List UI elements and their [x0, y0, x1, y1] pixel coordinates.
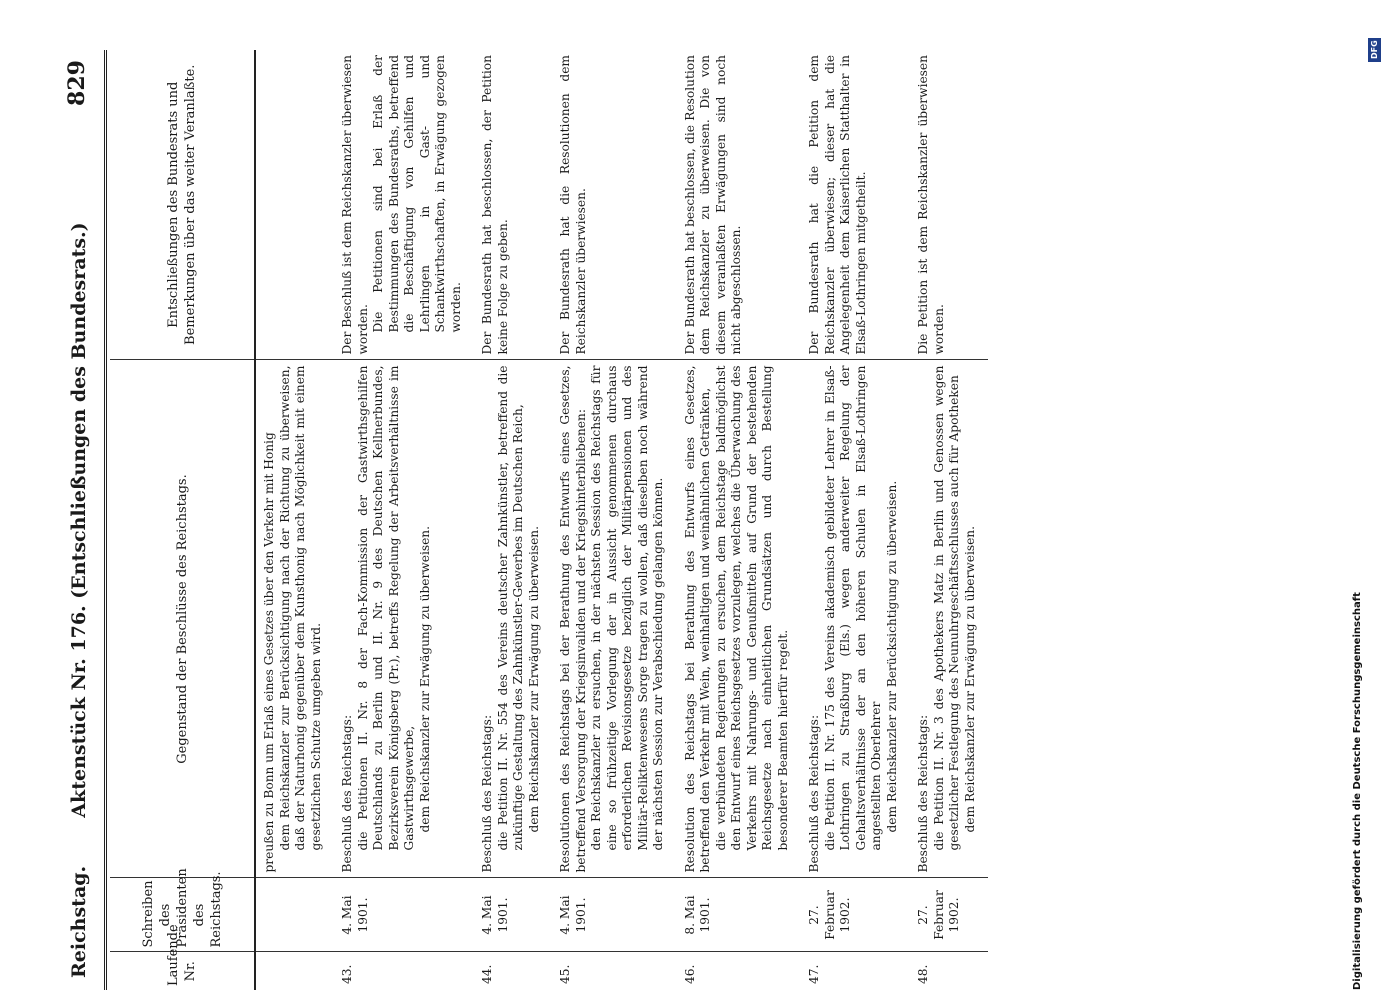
subject-paragraph: die Petition II. Nr. 175 des Vereins akademisch gebildeter Lehrer in Elsaß-Lothringen zu Straßburg (Els.) wegen anderweiter Regelung der Gehaltsverhältnisse der an den höheren Schulen in Elsaß-Lothringen angestellten Oberlehrer — [822, 365, 883, 851]
table-row — [677, 50, 802, 990]
table-body — [255, 50, 988, 990]
row-number: 46. — [682, 964, 697, 984]
row-date: 4. Mai 1901. — [474, 878, 552, 952]
row-resolution — [801, 50, 910, 360]
row-date: 4. Mai 1901. — [334, 878, 474, 952]
row-number: 48. — [916, 964, 930, 984]
resolution-paragraph: Der Bundesrath hat die Petition dem Reichskanzler überwiesen; dieser hat die Angelegenheit dem Kaiserlichen Statthalter in Elsaß-Lothringen mitgetheilt. — [807, 55, 868, 355]
table-row — [552, 50, 677, 990]
header-left: Reichstag. — [68, 865, 90, 978]
resolution-paragraph: Die Petition ist dem Reichskanzler überwiesen worden. — [916, 55, 946, 355]
subject-paragraph: die Petition II. Nr. 554 des Vereins deutscher Zahnkünstler, betreffend die zukünftige Gestaltung des Zahnkünstler-Gewerbes im Deutschen Reich, — [495, 365, 525, 851]
subject-paragraph: dem Reichskanzler zur Berücksichtigung nach der Richtung zu überweisen, daß der Naturhonig gegenüber dem Kunsthonig nach Möglichkeit mit einem gesetzlichen Schutze umgeben wird. — [277, 365, 323, 851]
row-subject — [474, 360, 552, 878]
row-date: 4. Mai 1901. — [552, 878, 677, 952]
table-row — [801, 50, 910, 990]
dfg-logo: DFG — [1368, 38, 1381, 62]
resolution-paragraph: Der Bundesrath hat beschlossen, die Resolution dem Reichskanzler zu überweisen. Die von diesem veranlaßten Erwägungen sind noch nicht abgeschlossen. — [682, 55, 743, 355]
row-subject — [677, 360, 802, 878]
row-subject — [801, 360, 910, 878]
row-resolution — [910, 50, 988, 360]
col-header-number: Laufende Nr. — [110, 952, 255, 990]
subject-paragraph: preußen zu Bonn um Erlaß eines Gesetzes über den Verkehr mit Honig — [262, 432, 276, 873]
row-number: 45. — [558, 964, 572, 984]
row-date: 8. Mai 1901. — [677, 878, 802, 952]
row-number — [255, 952, 334, 990]
row-number: 44. — [480, 964, 494, 984]
table-row — [255, 50, 334, 990]
subject-paragraph: die Petitionen II. Nr. 8 der Fach-Kommission der Gastwirthsgehilfen Deutschlands zu Berlin und II. Nr. 9 des Deutschen Kellnerbundes, Bezirksverein Königsberg (Pr.), betreffs Regelung der Arbeitsverhältnisse im Gastwirthsgewerbe, — [355, 365, 416, 851]
subject-paragraph: dem Reichskanzler zur Erwägung zu überweisen. — [526, 525, 541, 833]
subject-paragraph: Resolutionen des Reichstags bei der Berathung des Entwurfs eines Gesetzes, betreffend Versorgung der Kriegsinvaliden und der Kriegshinterbliebenen: — [558, 365, 588, 873]
page-number: 829 — [64, 60, 90, 106]
subject-paragraph: dem Reichskanzler zur Erwägung zu überweisen. — [417, 525, 432, 833]
row-resolution — [552, 50, 677, 360]
header-rule — [104, 50, 107, 990]
row-subject — [334, 360, 474, 878]
subject-paragraph: die verbündeten Regierungen zu ersuchen, dem Reichstage baldmöglichst den Entwurf eines Reichsgesetzes vorzulegen, welches die Überwachung des Verkehrs mit Nahrungs- und Genußmitteln auf Grund der bestehenden Reichsgesetze nach einheitlichen Grundsätzen und durch Bestellung besonderer Beamten hierfür regelt. — [713, 365, 790, 851]
subject-paragraph: den Reichskanzler zu ersuchen, in der nächsten Session des Reichstags für eine so frühzeitige Vorlegung der in Aussicht genommenen durchaus erforderlichen Revisionsgesetze bezüglich der Militärpensionen und des Militär-Reliktenwesens Sorge tragen zu wollen, daß dieselben noch während der nächsten Session zur Verabschiedung gelangen können. — [589, 365, 665, 851]
resolutions-table — [110, 50, 988, 990]
subject-paragraph: Beschluß des Reichstags: — [807, 714, 821, 873]
header-title: Aktenstück Nr. 176. (Entschließungen des Bundesrats.) — [68, 222, 90, 818]
table-row — [474, 50, 552, 990]
table-header-row — [110, 50, 255, 990]
resolution-paragraph: Die Petitionen sind bei Erlaß der Bestimmungen des Bundesraths, betreffend die Beschäftigung von Gehilfen und Lehrlingen in Gast- und Schankwirthschaften, in Erwägung gezogen worden. — [371, 55, 463, 333]
row-resolution — [474, 50, 552, 360]
row-resolution — [334, 50, 474, 360]
table-row — [334, 50, 474, 990]
row-subject — [552, 360, 677, 878]
row-subject — [255, 360, 334, 878]
subject-paragraph: dem Reichskanzler zur Erwägung zu überweisen. — [962, 525, 977, 833]
subject-paragraph: die Petition II. Nr. 3 des Apothekers Matz in Berlin und Genossen wegen gesetzlicher Festlegung des Neunuhrgeschäftsschlusses auch für Apotheken — [931, 365, 961, 851]
subject-paragraph: dem Reichskanzler zur Berücksichtigung zu überweisen. — [884, 480, 899, 833]
row-resolution — [255, 50, 334, 360]
row-date: 27. Februar 1902. — [910, 878, 988, 952]
subject-paragraph: Resolution des Reichstags bei Berathung des Entwurfs eines Gesetzes, betreffend den Verkehr mit Wein, weinhaltigen und weinähnlichen Getränken, — [682, 365, 712, 873]
table-row — [910, 50, 988, 990]
row-resolution — [677, 50, 802, 360]
subject-paragraph: Beschluß des Reichstags: — [916, 714, 930, 873]
resolution-paragraph: Der Bundesrath hat die Resolutionen dem Reichskanzler überwiesen. — [558, 55, 588, 355]
row-number: 47. — [807, 964, 821, 984]
rotated-page — [60, 50, 1360, 990]
page-header — [60, 50, 102, 990]
row-subject — [910, 360, 988, 878]
row-date: 27. Februar 1902. — [801, 878, 910, 952]
resolution-paragraph: Der Beschluß ist dem Reichskanzler überwiesen worden. — [340, 55, 370, 355]
row-number: 43. — [340, 964, 354, 984]
col-header-subject: Gegenstand der Beschlüsse des Reichstags. — [110, 360, 255, 878]
col-header-letter: Schreiben des Präsidenten des Reichstags. — [110, 878, 255, 952]
subject-paragraph: Beschluß des Reichstags: — [480, 714, 494, 873]
resolution-paragraph: Der Bundesrath hat beschlossen, der Petition keine Folge zu geben. — [480, 55, 510, 355]
digitization-credit: Digitalisierung gefördert durch die Deutsche Forschungsgemeinschaft — [1352, 592, 1363, 990]
row-date — [255, 878, 334, 952]
col-header-resolutions: Entschließungen des Bundesrats und Bemerkungen über das weiter Veranlaßte. — [110, 50, 255, 360]
subject-paragraph: Beschluß des Reichstags: — [340, 714, 354, 873]
